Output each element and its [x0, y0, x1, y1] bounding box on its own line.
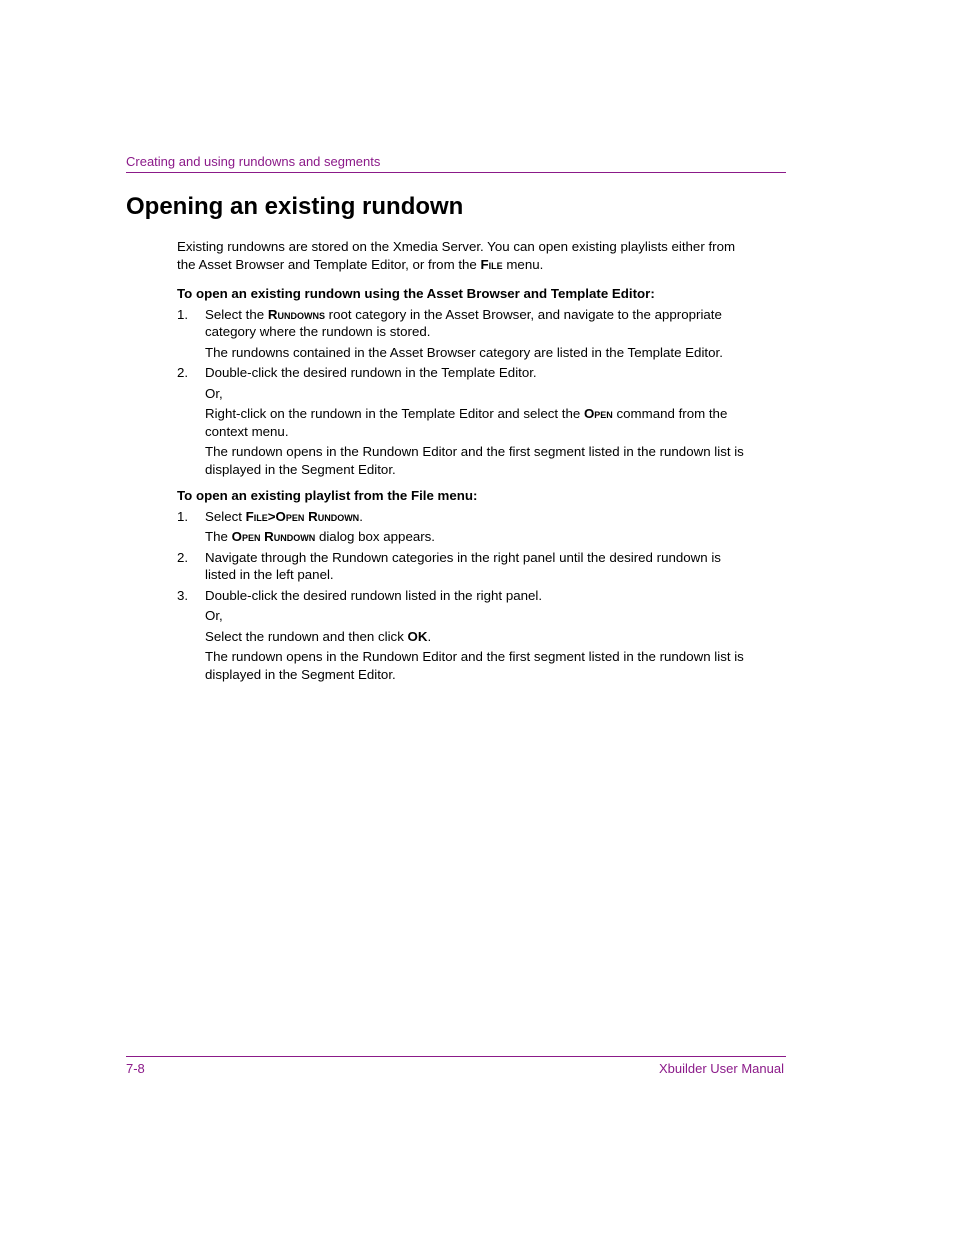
procedure-heading: To open an existing playlist from the File menu:: [177, 488, 478, 503]
intro-paragraph: Existing rundowns are stored on the Xmedia Server. You can open existing playlists either from the Asset Browser and Template Editor, or from the File menu.: [177, 239, 736, 272]
step-number: 2.: [177, 549, 189, 565]
step-note: The rundown opens in the Rundown Editor and the first segment listed in the rundown list is displayed in the Segment Editor.: [205, 649, 744, 682]
procedure-step: [177, 587, 747, 605]
step-text: Double-click the desired rundown in the Template Editor.: [205, 365, 537, 380]
step-text: Navigate through the Rundown categories in the right panel until the desired rundown is listed in the left panel.: [205, 549, 721, 582]
step-number: 1.: [177, 508, 189, 524]
running-footer: [126, 1056, 786, 1079]
procedure-step: [177, 508, 747, 526]
step-number: 3.: [177, 587, 189, 603]
procedure-step: [177, 306, 747, 341]
step-note: The rundowns contained in the Asset Browser category are listed in the Template Editor.: [205, 344, 723, 360]
step-number: 1.: [177, 306, 189, 322]
command-ref: File>Open Rundown: [245, 508, 360, 524]
step-alternative: Select the rundown and then click OK.: [205, 628, 432, 644]
step-alternative: Right-click on the rundown in the Template Editor and select the Open command from the context menu.: [205, 406, 728, 439]
section-title: Creating and using rundowns and segments: [126, 154, 381, 169]
page-title: Opening an existing rundown: [126, 193, 464, 220]
running-header: [126, 154, 786, 173]
procedure-step: [177, 549, 747, 584]
command-ref: Open Rundown: [231, 529, 316, 544]
manual-title: Xbuilder User Manual: [658, 1061, 784, 1076]
step-or: Or,: [205, 608, 223, 623]
step-note: The rundown opens in the Rundown Editor and the first segment listed in the rundown list is displayed in the Segment Editor.: [205, 444, 744, 477]
step-note: The Open Rundown dialog box appears.: [205, 529, 436, 544]
page-number: 7-8: [126, 1061, 145, 1076]
step-text: Double-click the desired rundown listed in the right panel.: [205, 587, 543, 603]
command-ref: Open: [583, 406, 613, 421]
step-number: 2.: [177, 365, 189, 380]
body-content: [177, 238, 747, 686]
procedure-heading: To open an existing rundown using the Asset Browser and Template Editor:: [177, 286, 655, 301]
button-ref: OK: [407, 628, 428, 644]
command-ref: Rundowns: [267, 306, 325, 322]
step-or: Or,: [205, 385, 223, 401]
step-text: Select File>Open Rundown.: [205, 508, 363, 524]
procedure-step: [177, 364, 747, 382]
file-menu-ref: File: [480, 256, 503, 272]
step-text: Select the Rundowns root category in the Asset Browser, and navigate to the appropriate category where the rundown is stored.: [205, 306, 722, 339]
